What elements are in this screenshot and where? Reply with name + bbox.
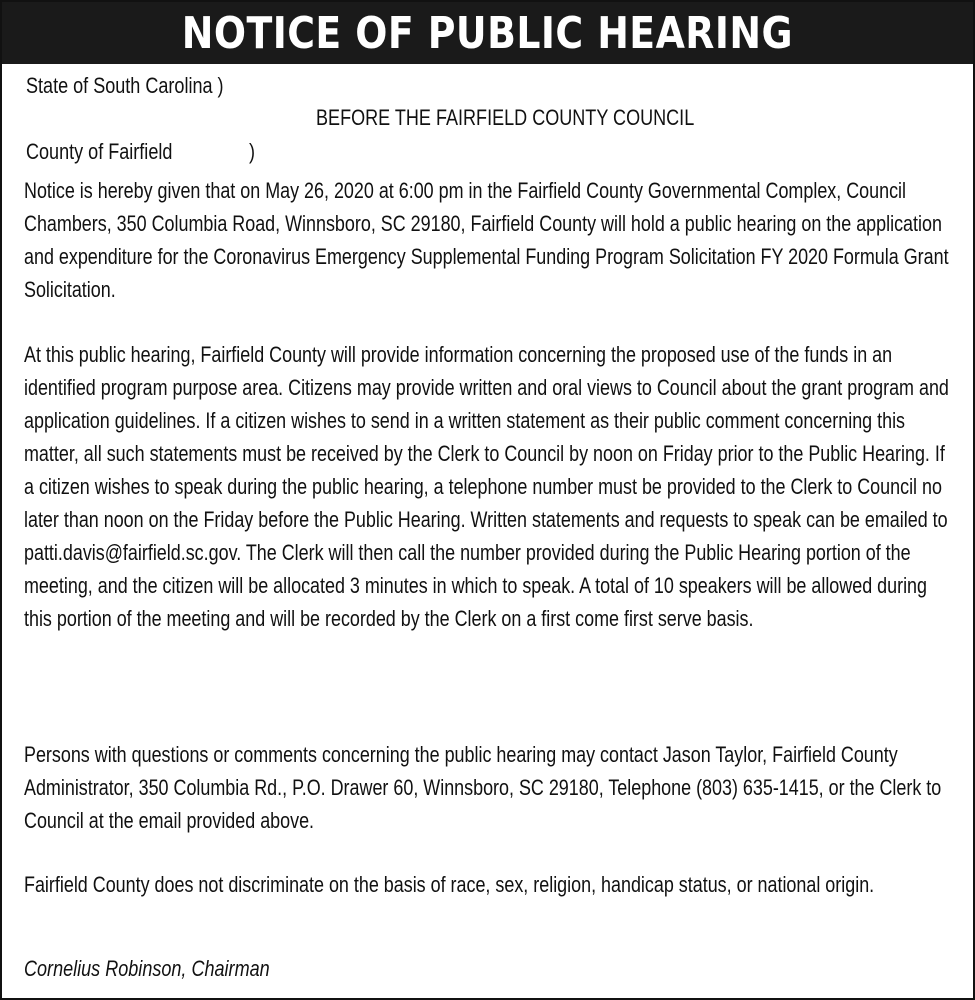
title-bar [2, 2, 973, 64]
caption-county: County of Fairfield [26, 139, 173, 164]
caption-county-paren: ) [249, 139, 256, 164]
caption-council: BEFORE THE FAIRFIELD COUNTY COUNCIL [316, 105, 695, 130]
paragraph-hearing-date: Notice is hereby given that on May 26, 2020 at 6:00 pm in the Fairfield County Governmental Complex, Council Chambers, 350 Columbia Road, Winnsboro, SC 29180, Fairfield County will hold a public hearing on the application and expenditure for the Coronavirus Emergency Supplemental Funding Program Solicitation FY 2020 Formula Grant Solicitation. [24, 178, 949, 302]
notice-title: NOTICE OF PUBLIC HEARING [181, 7, 794, 59]
caption-state: State of South Carolina ) [26, 73, 224, 98]
paragraph-contact: Persons with questions or comments concerning the public hearing may contact Jason Taylor, Fairfield County Administrator, 350 Columbia Rd., P.O. Drawer 60, Winnsboro, SC 29180, Telephone (803) 635-1415, or the Clerk to Council at the email provided above. [24, 742, 942, 833]
paragraph-hearing-details: At this public hearing, Fairfield County will provide information concerning the proposed use of the funds in an identified program purpose area. Citizens may provide written and oral views to Council about the grant program and application guidelines. If a citizen wishes to send in a written statement as their public comment concerning this matter, all such statements must be received by the Clerk to Council by noon on Friday prior to the Public Hearing. If a citizen wishes to speak during the public hearing, a telephone number must be provided to the Clerk to Council no later than noon on the Friday before the Public Hearing. Written statements and requests to speak can be emailed to patti.davis@fairfield.sc.gov. The Clerk will then call the number provided during the Public Hearing portion of the meeting, and the citizen will be allocated 3 minutes in which to speak. A total of 10 speakers will be allowed during this portion of the meeting and will be recorded by the Clerk on a first come first serve basis. [24, 342, 949, 631]
signature: Cornelius Robinson, Chairman [24, 956, 270, 981]
paragraph-nondiscrimination: Fairfield County does not discriminate on the basis of race, sex, religion, handicap status, or national origin. [24, 872, 875, 897]
